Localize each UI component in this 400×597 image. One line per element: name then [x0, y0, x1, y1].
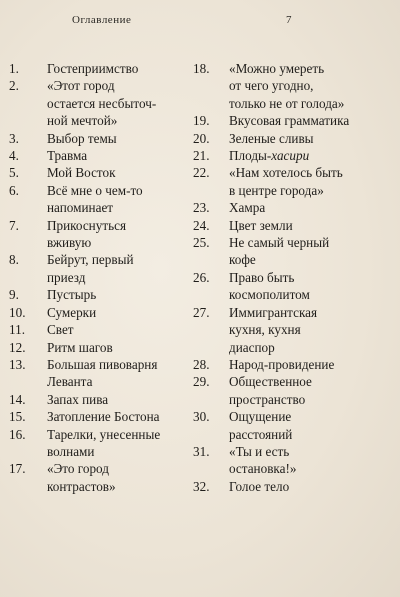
toc-entry-title-line: волнами — [47, 443, 95, 459]
toc-entry-title-line: от чего угодно, — [229, 78, 314, 94]
toc-entry — [9, 460, 187, 495]
toc-entry-title-line: Травма — [47, 148, 88, 164]
toc-entry-title-line: Цвет земли — [229, 217, 293, 233]
toc-entry — [193, 356, 393, 373]
toc-entry-title-line: диаспор — [229, 339, 275, 355]
toc-entry-title — [47, 77, 187, 129]
toc-entry-number: 30. — [193, 409, 210, 425]
toc-entry-number: 15. — [9, 409, 26, 425]
toc-entry — [193, 199, 393, 216]
toc-entry-number: 8. — [9, 252, 19, 268]
toc-entry-title-line: Зеленые сливы — [229, 130, 314, 146]
toc-entry-title-line: Прикоснуться — [47, 217, 127, 233]
toc-entry — [193, 269, 393, 304]
toc-entry — [9, 147, 187, 164]
toc-entry-title — [47, 251, 187, 286]
toc-entry-number: 31. — [193, 443, 210, 459]
toc-entry-number: 10. — [9, 304, 26, 320]
toc-entry-title — [229, 373, 393, 408]
toc-entry-italic-term: хасири — [271, 148, 310, 164]
toc-entry-title-line: Сумерки — [47, 304, 97, 320]
toc-entry — [193, 147, 393, 164]
toc-entry — [9, 164, 187, 181]
toc-entry-title — [229, 199, 393, 216]
toc-entry-title — [47, 356, 187, 391]
toc-entry-title-line: кофе — [229, 252, 256, 268]
toc-entry-number: 28. — [193, 356, 210, 372]
toc-entry-title-line: Большая пивоварня — [47, 356, 158, 372]
toc-entry-title-line: приезд — [47, 269, 86, 285]
toc-entry-title-line: Право быть — [229, 269, 295, 285]
toc-entry — [193, 373, 393, 408]
toc-entry-title-line: только не от голода» — [229, 95, 345, 111]
toc-entry-title-line: Не самый черный — [229, 235, 330, 251]
toc-entry-title — [47, 147, 187, 164]
toc-entry — [9, 251, 187, 286]
toc-entry-title — [229, 217, 393, 234]
toc-entry-title — [229, 164, 393, 199]
toc-entry-number: 7. — [9, 217, 19, 233]
toc-entry — [193, 443, 393, 478]
toc-entry-title-line: контрастов» — [47, 478, 116, 494]
toc-entry-title-line: в центре города» — [229, 182, 324, 198]
toc-entry-title — [229, 269, 393, 304]
toc-entry-number: 29. — [193, 374, 210, 390]
toc-entry-title-line: ной мечтой» — [47, 113, 118, 129]
toc-entry-number: 24. — [193, 217, 210, 233]
toc-entry-number: 14. — [9, 391, 26, 407]
toc-entry-title-line: пространство — [229, 391, 306, 407]
toc-entry-title-line: «Этот город — [47, 78, 115, 94]
toc-entry — [193, 60, 393, 112]
toc-entry-title — [47, 460, 187, 495]
toc-entry-number: 11. — [9, 322, 25, 338]
toc-entry-title-line: Голое тело — [229, 478, 290, 494]
toc-entry-title — [229, 147, 393, 164]
toc-entry — [9, 391, 187, 408]
toc-entry-number: 12. — [9, 339, 26, 355]
toc-entry-number: 26. — [193, 269, 210, 285]
toc-entry-title-line: Хамра — [229, 200, 266, 216]
toc-entry-title-line: Свет — [47, 322, 74, 338]
toc-entry — [9, 130, 187, 147]
toc-entry-number: 20. — [193, 130, 210, 146]
toc-entry — [193, 408, 393, 443]
toc-entry — [193, 478, 393, 495]
toc-entry-number: 21. — [193, 148, 210, 164]
toc-entry-title — [47, 164, 187, 181]
toc-entry — [193, 217, 393, 234]
toc-entry — [9, 304, 187, 321]
toc-entry-title-line: Выбор темы — [47, 130, 117, 146]
toc-entry-title-line: Гостеприимство — [47, 61, 139, 76]
toc-entry-title — [229, 443, 393, 478]
toc-entry-title — [229, 304, 393, 356]
toc-entry-number: 3. — [9, 130, 19, 146]
toc-entry-title — [47, 408, 187, 425]
toc-entry-title — [47, 217, 187, 252]
toc-entry-title-line: Плоды-хасири — [229, 148, 310, 164]
toc-entry-title-line: остается несбыточ- — [47, 95, 157, 111]
toc-entry — [9, 217, 187, 252]
toc-entry-number: 9. — [9, 287, 19, 303]
toc-entry-title — [47, 182, 187, 217]
toc-entry-number: 32. — [193, 478, 210, 494]
toc-entry-number: 23. — [193, 200, 210, 216]
toc-entry — [9, 356, 187, 391]
toc-entry-title-line: Леванта — [47, 374, 93, 390]
toc-entry-title — [47, 426, 187, 461]
toc-entry-number: 2. — [9, 78, 19, 94]
toc-entry-title — [47, 60, 187, 77]
toc-entry-number: 1. — [9, 61, 19, 76]
toc-entry-title-line: Затопление Бостона — [47, 409, 160, 425]
toc-entry-title-line: вживую — [47, 235, 92, 251]
toc-entry-title — [47, 286, 187, 303]
toc-entry-number: 19. — [193, 113, 210, 129]
toc-entry-title-line: «Ты и есть — [229, 443, 290, 459]
toc-entry-title-line: Запах пива — [47, 391, 109, 407]
toc-entry — [193, 164, 393, 199]
toc-entry — [9, 408, 187, 425]
toc-entry-title-line: Иммигрантская — [229, 304, 318, 320]
toc-entry — [9, 77, 187, 129]
toc-entry-title — [229, 234, 393, 269]
toc-entry-title — [229, 356, 393, 373]
toc-entry-title-line: Бейрут, первый — [47, 252, 134, 268]
toc-entry-title-line: Народ-провидение — [229, 356, 335, 372]
toc-entry-title-line: остановка!» — [229, 461, 297, 477]
toc-entry — [193, 130, 393, 147]
toc-entry-title — [47, 339, 187, 356]
toc-entry-number: 6. — [9, 182, 19, 198]
toc-entry — [9, 286, 187, 303]
toc-column-left — [9, 60, 187, 495]
toc-entry-number: 25. — [193, 235, 210, 251]
toc-entry-title-line: Вкусовая грамматика — [229, 113, 350, 129]
toc-entry — [9, 321, 187, 338]
toc-entry-title — [229, 130, 393, 147]
section-title: Оглавление — [72, 14, 132, 26]
toc-entry-title-line: Пустырь — [47, 287, 97, 303]
toc-entry-title-line: Ощущение — [229, 409, 292, 425]
toc-entry-title-line: Мой Восток — [47, 165, 116, 181]
toc-entry-number: 22. — [193, 165, 210, 181]
toc-entry — [9, 426, 187, 461]
toc-entry — [193, 304, 393, 356]
toc-entry-title — [229, 478, 393, 495]
toc-entry-title-line: Тарелки, унесенные — [47, 426, 161, 442]
toc-entry-number: 5. — [9, 165, 19, 181]
toc-column-right — [193, 60, 393, 495]
toc-entry-title-line: «Это город — [47, 461, 109, 477]
toc-entry — [9, 182, 187, 217]
toc-entry — [193, 234, 393, 269]
page-header — [72, 14, 292, 26]
toc-entry-title-line: Всё мне о чем-то — [47, 182, 143, 198]
toc-entry-number: 16. — [9, 426, 26, 442]
toc-entry-number: 18. — [193, 61, 210, 76]
toc-entry-number: 17. — [9, 461, 26, 477]
toc-entry-number: 4. — [9, 148, 19, 164]
toc-entry-title-line: Общественное — [229, 374, 312, 390]
toc-entry-number: 13. — [9, 356, 26, 372]
toc-entry-title-line: «Нам хотелось быть — [229, 165, 343, 181]
toc-entry-title-line: «Можно умереть — [229, 61, 325, 76]
toc-entry-number: 27. — [193, 304, 210, 320]
toc-entry-title — [229, 408, 393, 443]
page-number: 7 — [286, 14, 292, 26]
toc-entry-title-line: кухня, кухня — [229, 322, 301, 338]
toc-entry — [9, 60, 187, 77]
toc-entry — [9, 339, 187, 356]
toc-entry-title — [229, 112, 393, 129]
toc-entry-title-line: расстояний — [229, 426, 293, 442]
toc-entry-title-line: Ритм шагов — [47, 339, 113, 355]
toc-entry-title-line: напоминает — [47, 200, 114, 216]
toc-entry-title — [47, 391, 187, 408]
toc-entry-title — [47, 304, 187, 321]
toc-entry-title — [47, 321, 187, 338]
toc-entry-title-line: космополитом — [229, 287, 310, 303]
toc-entry — [193, 112, 393, 129]
toc-entry-title — [47, 130, 187, 147]
toc-entry-title — [229, 60, 393, 112]
